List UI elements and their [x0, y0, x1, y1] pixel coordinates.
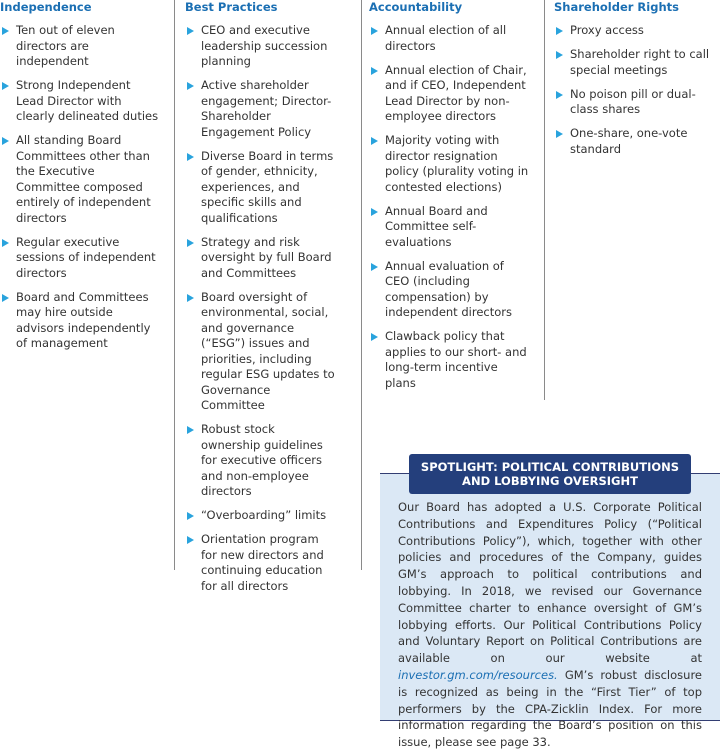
list-item: Strategy and risk oversight by full Board and Committees	[185, 235, 335, 282]
list-item: Majority voting with director resignation policy (plurality voting in contested elections)	[369, 133, 529, 195]
column-heading: Accountability	[369, 0, 463, 14]
triangle-bullet-icon	[371, 208, 378, 216]
column-divider	[174, 0, 175, 570]
triangle-bullet-icon	[187, 536, 194, 544]
list-item: Active shareholder engagement; Director-Shareholder Engagement Policy	[185, 78, 335, 140]
item-list	[185, 23, 335, 594]
spotlight-title-line2: AND LOBBYING OVERSIGHT	[462, 474, 638, 488]
column-accountability	[369, 0, 529, 400]
triangle-bullet-icon	[371, 263, 378, 271]
list-item: Annual evaluation of CEO (including compensation) by independent directors	[369, 259, 529, 321]
triangle-bullet-icon	[2, 27, 9, 35]
triangle-bullet-icon	[187, 239, 194, 247]
list-item: Orientation program for new directors and continuing education for all directors	[185, 532, 335, 594]
column-divider	[544, 0, 545, 400]
triangle-bullet-icon	[2, 239, 9, 247]
triangle-bullet-icon	[187, 27, 194, 35]
triangle-bullet-icon	[187, 294, 194, 302]
spotlight-title-line1: SPOTLIGHT: POLITICAL CONTRIBUTIONS	[420, 459, 680, 474]
triangle-bullet-icon	[556, 51, 563, 59]
list-item: Proxy access	[554, 23, 714, 39]
list-item: Annual election of Chair, and if CEO, Independent Lead Director by non-employee directors	[369, 63, 529, 125]
item-list	[369, 23, 529, 391]
list-item: Robust stock ownership guidelines for executive officers and non-employee directors	[185, 422, 335, 500]
column-heading: Shareholder Rights	[554, 0, 679, 14]
list-item: Shareholder right to call special meetings	[554, 47, 714, 78]
triangle-bullet-icon	[371, 27, 378, 35]
triangle-bullet-icon	[371, 333, 378, 341]
triangle-bullet-icon	[187, 153, 194, 161]
column-independence	[0, 0, 160, 360]
list-item: All standing Board Committees other than the Executive Committee composed entirely of independent directors	[0, 133, 160, 226]
triangle-bullet-icon	[371, 137, 378, 145]
triangle-bullet-icon	[556, 27, 563, 35]
list-item: Strong Independent Lead Director with clearly delineated duties	[0, 78, 160, 125]
spotlight-title	[409, 454, 691, 494]
list-item: Diverse Board in terms of gender, ethnicity, experiences, and specific skills and qualifications	[185, 149, 335, 227]
item-list	[0, 23, 160, 352]
triangle-bullet-icon	[556, 130, 563, 138]
triangle-bullet-icon	[187, 512, 194, 520]
list-item: “Overboarding” limits	[185, 508, 335, 524]
list-item: No poison pill or dual-class shares	[554, 87, 714, 118]
column-divider	[361, 0, 362, 570]
column-heading: Best Practices	[185, 0, 278, 14]
list-item: Clawback policy that applies to our short- and long-term incentive plans	[369, 329, 529, 391]
triangle-bullet-icon	[2, 294, 9, 302]
list-item: Annual Board and Committee self-evaluations	[369, 204, 529, 251]
triangle-bullet-icon	[371, 67, 378, 75]
triangle-bullet-icon	[2, 82, 9, 90]
spotlight-paragraph: Our Board has adopted a U.S. Corporate Political Contributions and Expenditures Policy (“Political Contributions Policy”), which, together with other policies and procedures of the Company, guides GM’s approach to political contributions and lobbying. In 2018, we revised our Governance Committee charter to enhance oversight of GM’s lobbying efforts. Our Political Contributions Policy and Voluntary Report on Political Contributions are available on our website at investor.gm.com/resources. GM’s robust disclosure is recognized as being in the “First Tier” of top performers by the CPA-Zicklin Index. For more information regarding the Board’s position on this issue, please see page 33.	[398, 500, 702, 750]
resources-link[interactable]: investor.gm.com/resources.	[398, 667, 558, 682]
list-item: One-share, one-vote standard	[554, 126, 714, 157]
list-item: Board and Committees may hire outside advisors independently of management	[0, 290, 160, 352]
item-list	[554, 23, 714, 157]
column-best-practices	[185, 0, 335, 603]
list-item: Board oversight of environmental, social, and governance (“ESG”) issues and priorities, including regular ESG updates to Governance Committee	[185, 290, 335, 414]
list-item: Regular executive sessions of independent directors	[0, 235, 160, 282]
list-item: CEO and executive leadership succession planning	[185, 23, 335, 70]
list-item: Annual election of all directors	[369, 23, 529, 54]
triangle-bullet-icon	[556, 91, 563, 99]
triangle-bullet-icon	[187, 426, 194, 434]
list-item: Ten out of eleven directors are independent	[0, 23, 160, 70]
triangle-bullet-icon	[2, 137, 9, 145]
triangle-bullet-icon	[187, 82, 194, 90]
column-shareholder-rights	[554, 0, 714, 166]
column-heading: Independence	[0, 0, 92, 14]
